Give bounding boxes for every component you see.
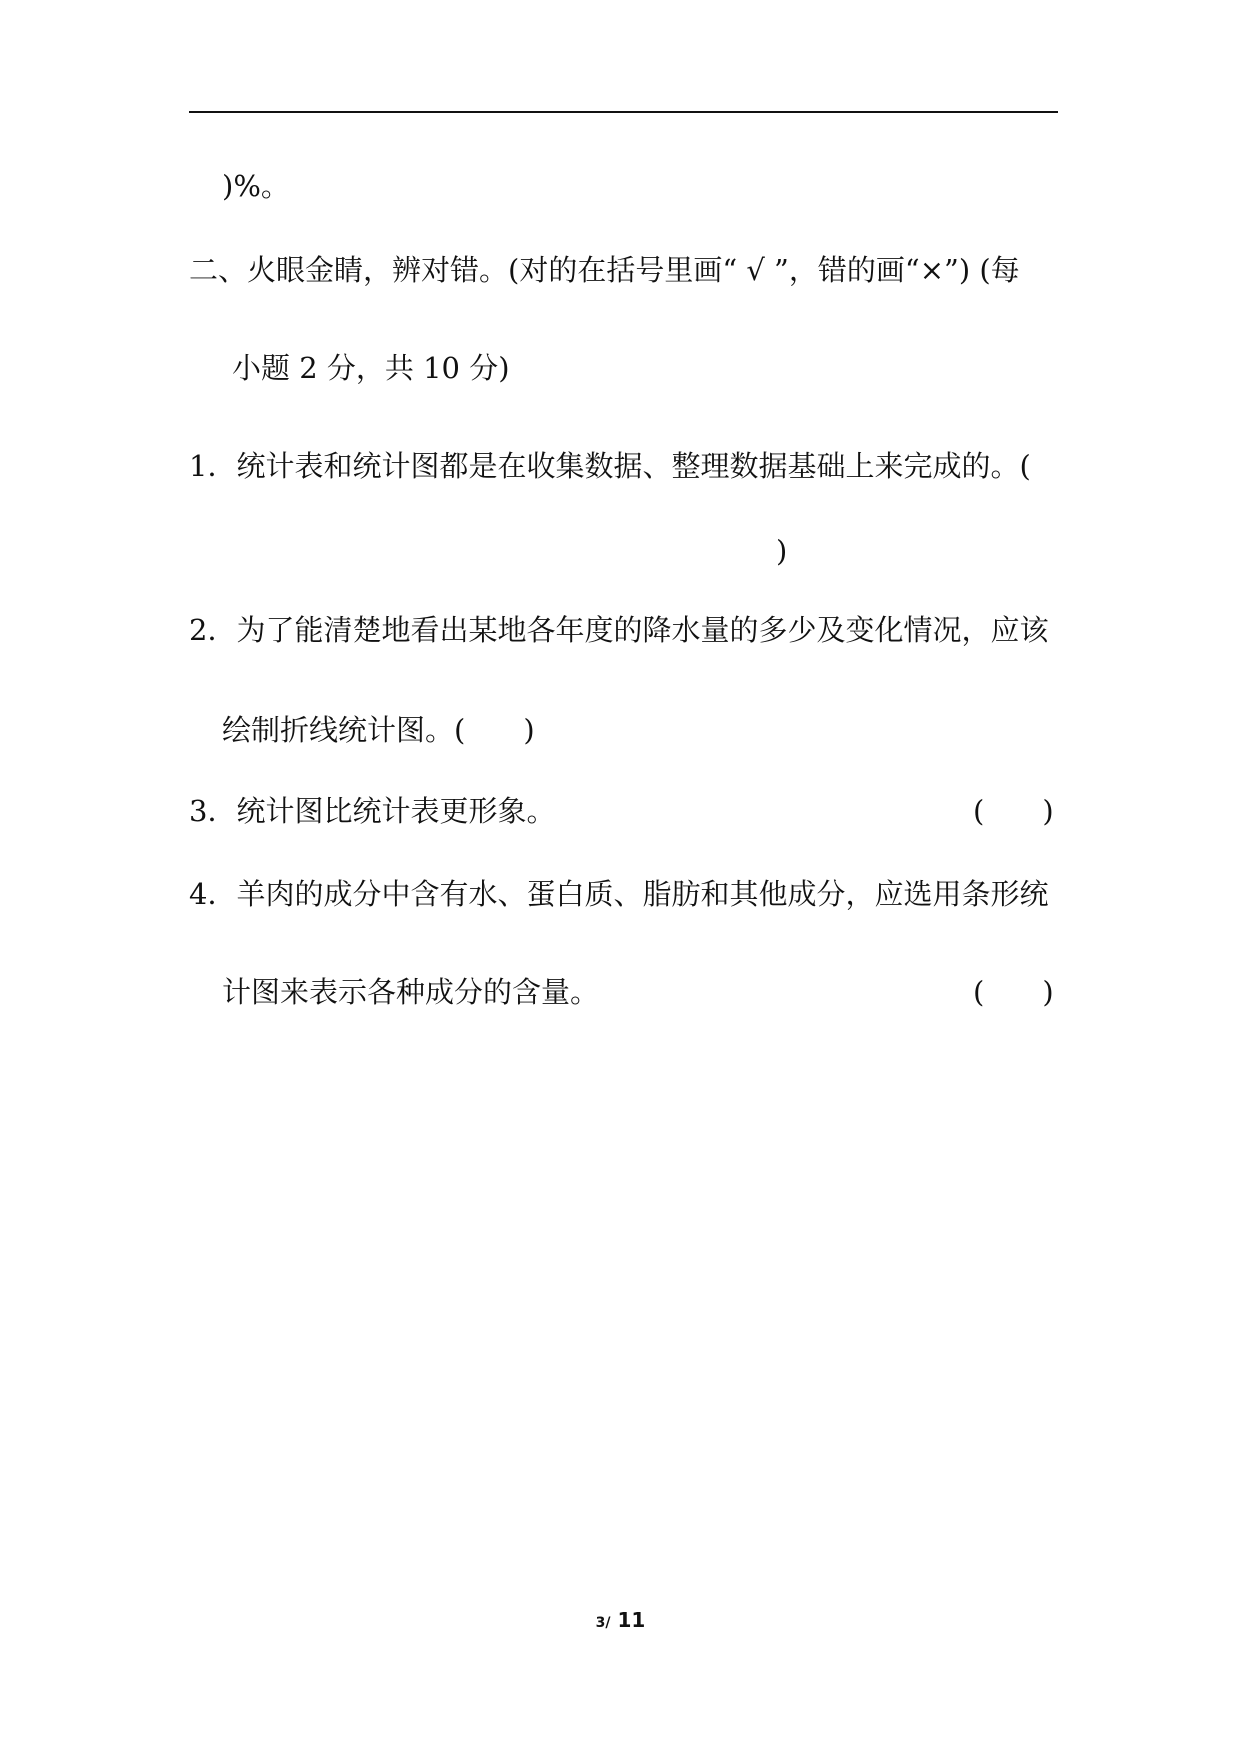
question-number: 4． (189, 877, 237, 911)
question-number: 3． (189, 794, 237, 828)
question-text: 统计表和统计图都是在收集数据、整理数据基础上来完成的。( (236, 449, 1031, 483)
page-current: 3/ (595, 1615, 611, 1631)
question-text: 为了能清楚地看出某地各年度的降水量的多少及变化情况，应该 (236, 613, 1049, 647)
page-number (0, 1608, 1241, 1632)
question-number: 2． (189, 613, 237, 647)
question-text: 统计图比统计表更形象。 (236, 794, 556, 828)
question-4-continued: 计图来表示各种成分的含量。 (222, 975, 600, 1009)
question-3 (189, 793, 555, 829)
answer-blank-1[interactable]: ) (776, 534, 788, 568)
section-heading: 二、火眼金睛，辨对错。(对的在括号里画“ √ ”，错的画“×”) (每 (189, 253, 1020, 287)
question-number: 1． (189, 449, 237, 483)
question-2-continued: 绘制折线统计图。( ) (222, 713, 535, 747)
question-1 (189, 448, 1031, 484)
answer-blank-3[interactable]: ( ) (973, 794, 1054, 828)
section-heading-continued: 小题 2 分，共 10 分) (232, 351, 510, 385)
question-4 (189, 876, 1048, 912)
header-rule (189, 111, 1058, 113)
question-2 (189, 612, 1048, 648)
question-text: 羊肉的成分中含有水、蛋白质、脂肪和其他成分，应选用条形统 (236, 877, 1049, 911)
continuation-text: )%。 (222, 169, 290, 203)
page-total: 11 (617, 1608, 646, 1632)
answer-blank-4[interactable]: ( ) (973, 975, 1054, 1009)
